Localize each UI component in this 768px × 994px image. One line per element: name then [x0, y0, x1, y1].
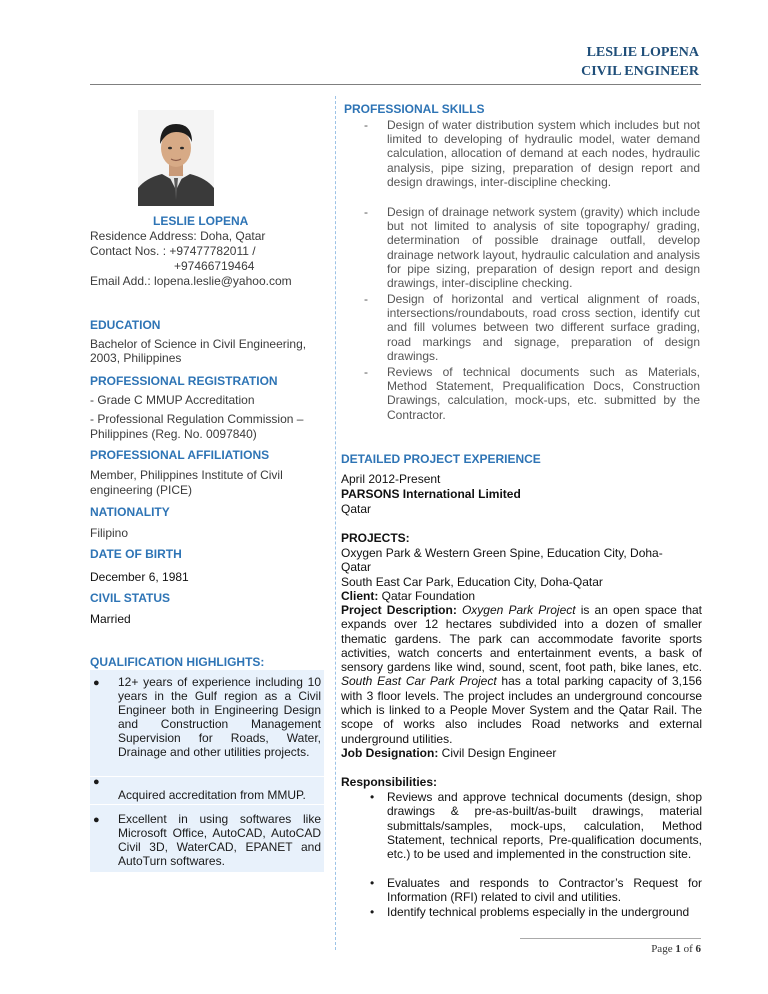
- affiliations-line-1: Member, Philippines Institute of Civil: [90, 468, 283, 482]
- job-value: Civil Design Engineer: [438, 746, 557, 760]
- description-label: Project Description:: [341, 603, 457, 617]
- client-value: Qatar Foundation: [378, 589, 476, 603]
- education-title: EDUCATION: [90, 318, 161, 332]
- skills-title: PROFESSIONAL SKILLS: [344, 102, 485, 116]
- qualifications-title: QUALIFICATION HIGHLIGHTS:: [90, 655, 265, 669]
- project-description: [341, 603, 702, 746]
- qualification-item: [90, 670, 324, 777]
- profile-photo: [138, 110, 214, 206]
- page-of: of: [683, 943, 693, 955]
- client-label: Client:: [341, 589, 379, 603]
- registration-line-3: Philippines (Reg. No. 0097840): [90, 427, 257, 441]
- qualification-text: Excellent in using softwares like Microsoft Office, AutoCAD, AutoCAD Civil 3D, WaterCAD, EPANET and AutoTurn softwares.: [118, 812, 321, 868]
- page-number: [651, 943, 701, 955]
- client-line: [341, 589, 702, 603]
- education-line-2: 2003, Philippines: [90, 351, 182, 365]
- skill-item: Reviews of technical documents such as Materials, Method Statement, Prequalification Docs, Construction Drawings, calculation, mock-ups, etc. submitted by the Contractor.: [387, 365, 700, 422]
- bullet-icon: •: [370, 905, 375, 919]
- header-role: CIVIL ENGINEER: [581, 64, 699, 79]
- bullet-icon: •: [370, 876, 375, 890]
- experience-location: Qatar: [341, 502, 372, 516]
- profile-contact-2: +97466719464: [174, 259, 255, 273]
- dash-marker: -: [364, 365, 368, 379]
- nationality-value: Filipino: [90, 526, 129, 540]
- profile-name: LESLIE LOPENA: [153, 214, 249, 228]
- description-text-2: has a total parking capacity of 3,156 with 3 floor levels. The project includes an underground concourse which is linked to a People Mover System and the Qatar Rail. The scope of works also includes Road networks and external underground utilities.: [341, 674, 702, 746]
- header-divider: [90, 84, 701, 85]
- registration-line-1: - Grade C MMUP Accreditation: [90, 393, 255, 407]
- page-label: Page: [651, 943, 673, 955]
- qualification-text: Acquired accreditation from MMUP.: [118, 788, 306, 802]
- birth-value: December 6, 1981: [90, 570, 189, 584]
- civil-status-title: CIVIL STATUS: [90, 591, 171, 605]
- page-total: 6: [695, 943, 701, 955]
- education-line-1: Bachelor of Science in Civil Engineering,: [90, 337, 307, 351]
- responsibility-item: Reviews and approve technical documents (design, shop drawings & pre-as-built/as-built drawings, material submittals/samples, mock-ups, calculation, Method Statement, technical reports, Pre-qualification documents, etc.) to be used and implemented in the construction site.: [387, 790, 702, 862]
- profile-email: Email Add.: lopena.leslie@yahoo.com: [90, 274, 292, 288]
- page-current: 1: [675, 943, 681, 955]
- qualification-text: 12+ years of experience including 10 years in the Gulf region as a Civil Engineer both in Engineering Design and Construction Management Supervision for Roads, Water, Drainage and other utilities projects.: [118, 675, 321, 759]
- affiliations-line-2: engineering (PICE): [90, 483, 193, 497]
- project-2: South East Car Park, Education City, Doha-Qatar: [341, 575, 603, 589]
- column-divider: [335, 96, 336, 950]
- bullet-icon: •: [370, 790, 375, 804]
- description-text-1: is an open space that expands over 12 hectares subdivided into a dozen of smaller thematic gardens. The park can accommodate favorite sports activities, watch concerts and entertainment events, a bask of sensory gardens like wind, sound, scent, foot path, bike lanes, etc.: [341, 603, 703, 675]
- description-italic-2: South East Car Park Project: [341, 674, 497, 689]
- profile-contact-1: Contact Nos. : +97477782011 /: [90, 244, 256, 258]
- profile-address: Residence Address: Doha, Qatar: [90, 229, 266, 243]
- bullet-icon: ●: [93, 677, 100, 689]
- responsibility-item: Identify technical problems especially in the underground: [387, 905, 690, 919]
- job-line: [341, 746, 702, 760]
- responsibilities-title: Responsibilities:: [341, 775, 438, 789]
- bullet-icon: ●: [93, 814, 100, 826]
- qualifications-box: [90, 670, 324, 872]
- experience-company: PARSONS International Limited: [341, 487, 521, 501]
- civil-status-value: Married: [90, 612, 131, 626]
- dash-marker: -: [364, 292, 368, 306]
- header-name: LESLIE LOPENA: [586, 45, 699, 60]
- projects-label: PROJECTS:: [341, 531, 410, 545]
- skill-item: Design of drainage network system (gravity) which include but not limited to analysis of site topography/ grading, determination of possible drainage outfall, develop drainage network layout, hydraulic calculation and analysis for pipe sizing, preparation of design report and design drawings, inter-discipline checking.: [387, 205, 700, 291]
- dash-marker: -: [364, 118, 368, 132]
- experience-period: April 2012-Present: [341, 472, 441, 486]
- footer-divider: [520, 938, 701, 939]
- bullet-icon: ●: [93, 776, 100, 788]
- experience-title: DETAILED PROJECT EXPERIENCE: [341, 452, 541, 466]
- birth-title: DATE OF BIRTH: [90, 547, 182, 561]
- nationality-title: NATIONALITY: [90, 505, 170, 519]
- responsibility-item: Evaluates and responds to Contractor’s Request for Information (RFI) related to civil and utilities.: [387, 876, 702, 905]
- project-1: Oxygen Park & Western Green Spine, Education City, Doha-Qatar: [341, 546, 663, 575]
- skill-item: Design of water distribution system which includes but not limited to developing of hydraulic model, water demand calculation, allocation of demand at each nodes, hydraulic analysis, pipe sizing, preparation of design report and design drawings, inter-discipline checking.: [387, 118, 700, 189]
- registration-line-2: - Professional Regulation Commission –: [90, 412, 304, 426]
- description-italic-1: Oxygen Park Project: [461, 603, 576, 617]
- affiliations-title: PROFESSIONAL AFFILIATIONS: [90, 448, 270, 462]
- dash-marker: -: [364, 205, 368, 219]
- registration-title: PROFESSIONAL REGISTRATION: [90, 374, 278, 388]
- skill-item: Design of horizontal and vertical alignment of roads, intersections/roundabouts, road cross section, identify cut and fill volumes between two different surface grading, road markings and signage, preparation of design drawings.: [387, 292, 700, 363]
- qualification-item: [90, 776, 324, 805]
- qualification-item: [90, 804, 324, 870]
- job-label: Job Designation:: [341, 746, 439, 760]
